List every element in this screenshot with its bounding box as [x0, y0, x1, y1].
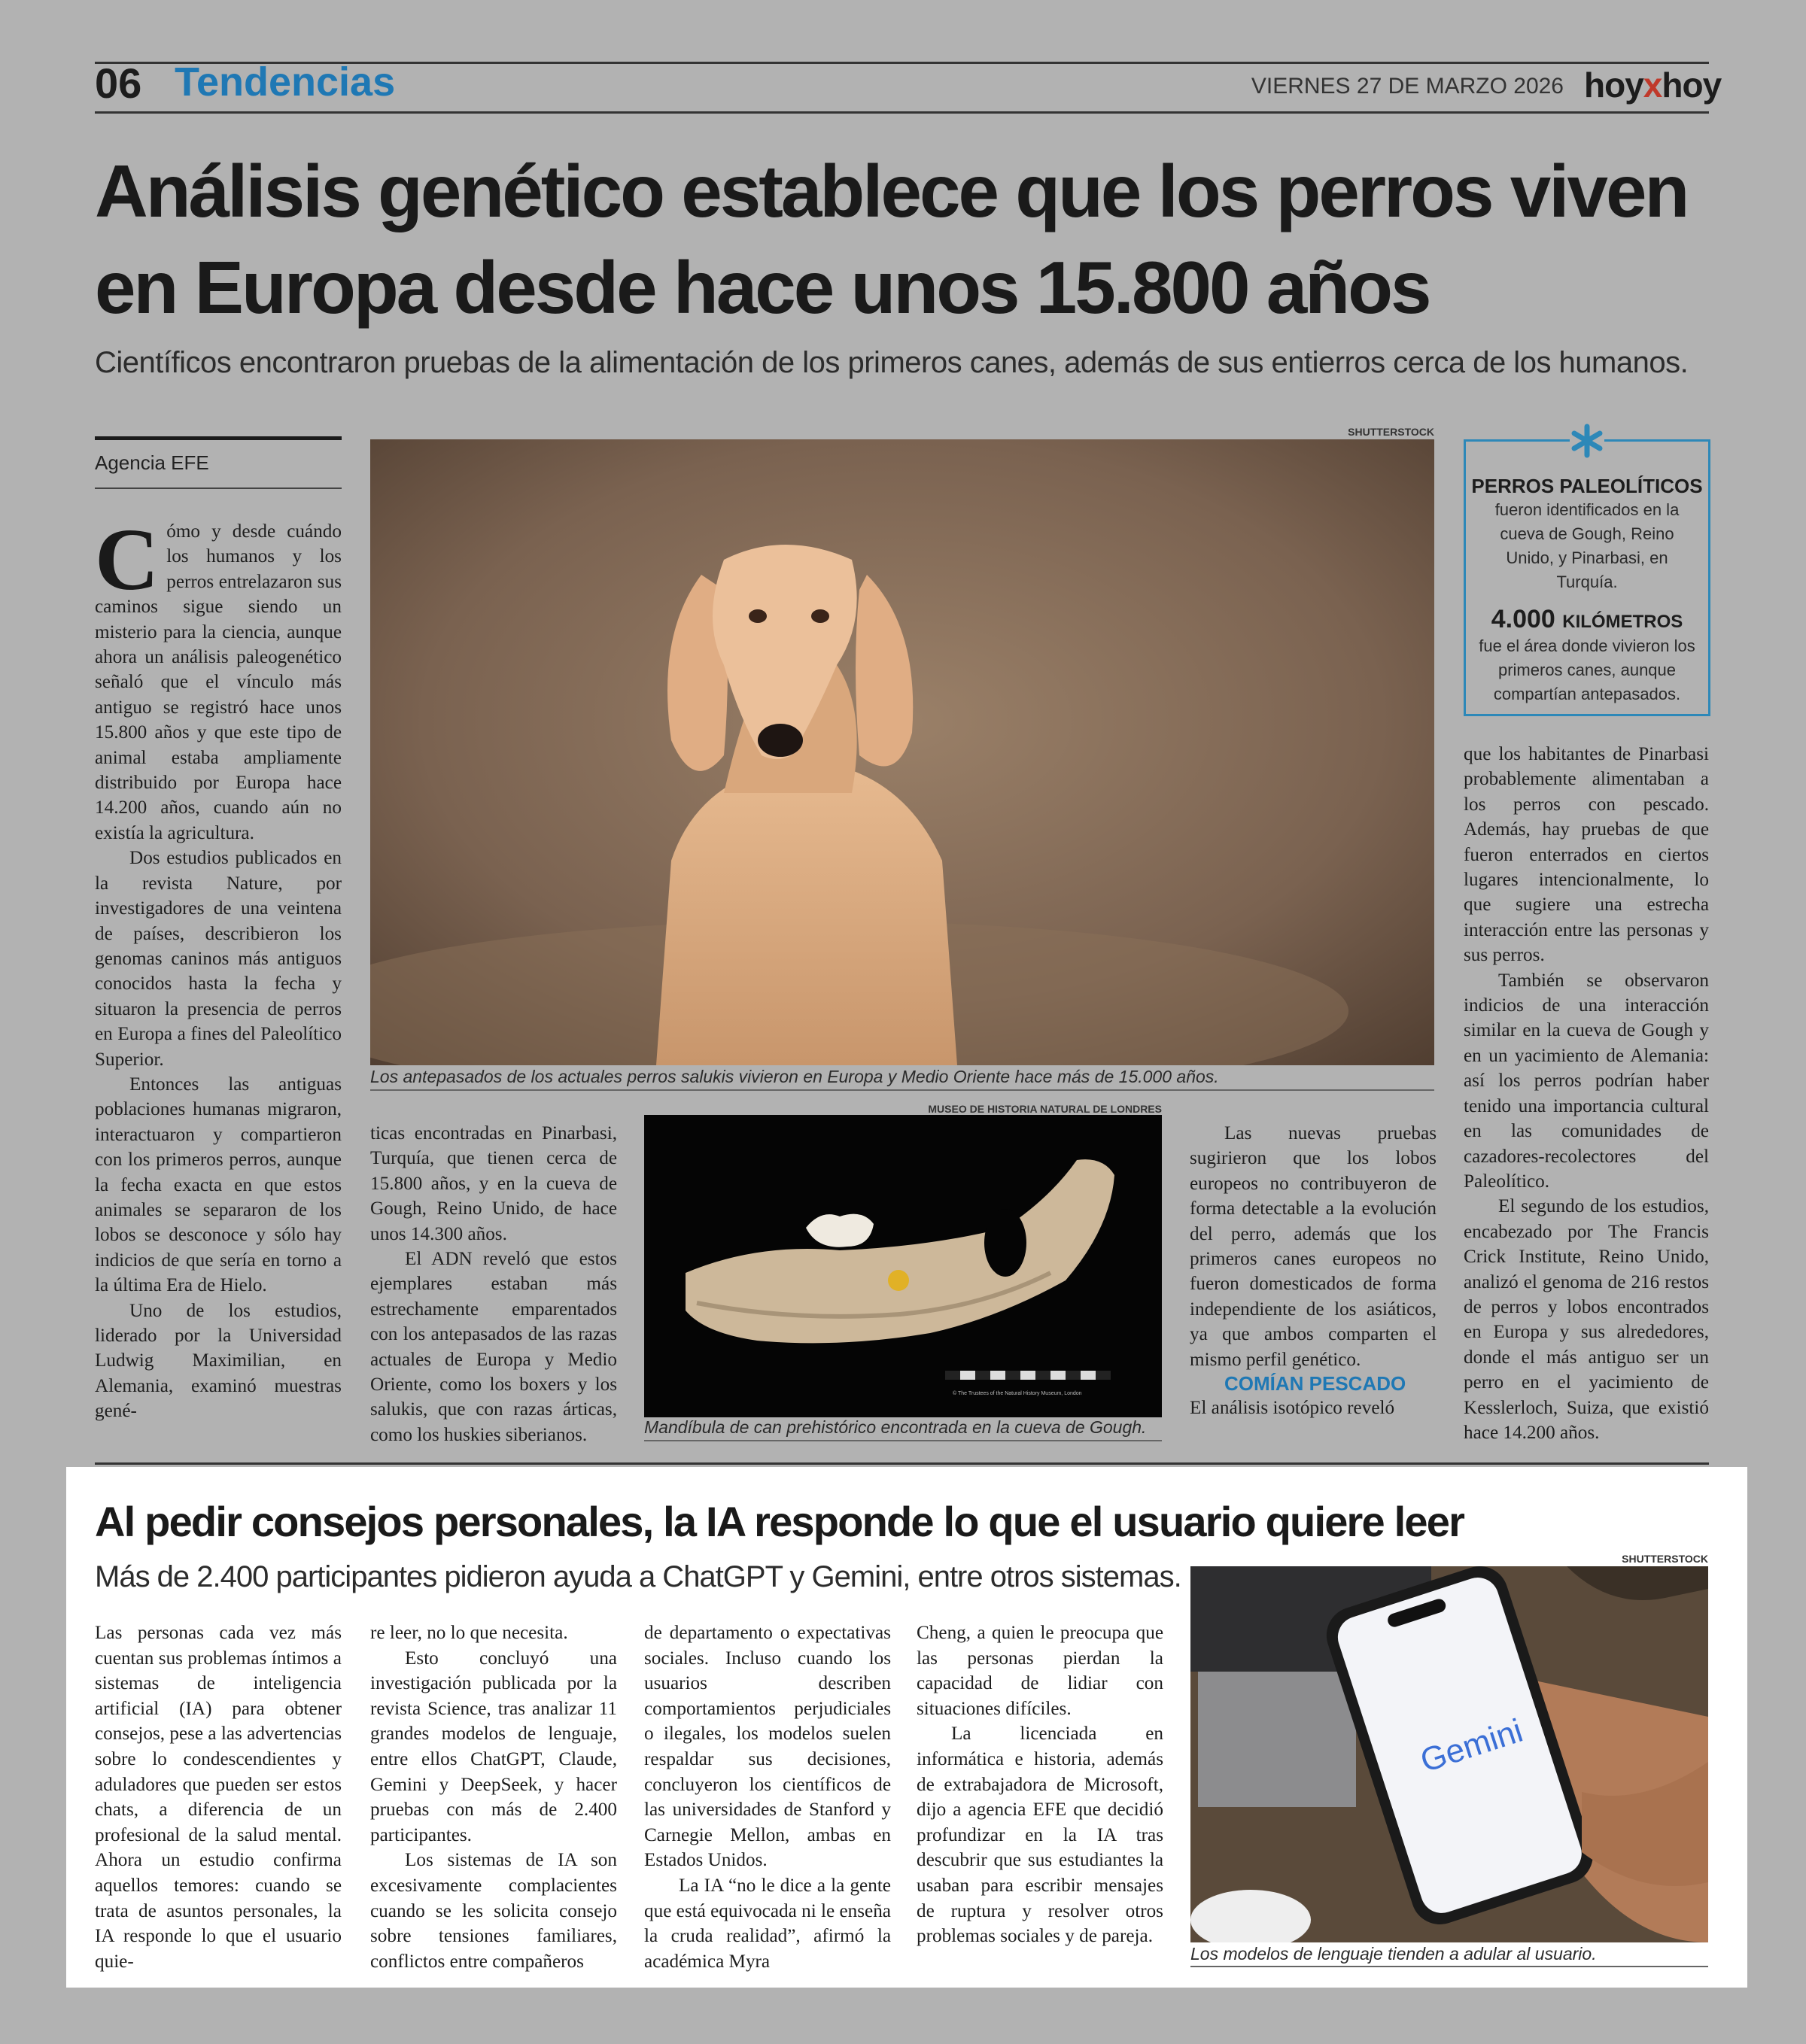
factbox-title: PERROS PALEOLÍTICOS: [1471, 475, 1703, 497]
factbox: [1464, 439, 1710, 716]
factbox-text-2: fue el área donde vivieron los primeros canes, aunque compartían antepasados.: [1479, 636, 1695, 703]
paragraph: Los sistemas de IA son excesivamente complacientes cuando se les solicita consejo sobre tensiones familiares, conflictos entre compañeros: [370, 1850, 617, 1972]
second-headline: Al pedir consejos personales, la IA responde lo que el usuario quiere leer: [95, 1498, 1464, 1545]
paragraph: El segundo de los estudios, encabezado por The Francis Crick Institute, Reino Unido, analizó el genoma de 216 restos de perros y lobos encontrados en Europa y sus alrededores, donde el más antiguo ser un perro en el yacimiento de Kesslerloch, Suiza, que existió hace 14.200 años.: [1464, 1196, 1709, 1443]
second-column-4: [917, 1620, 1163, 1949]
paragraph: El ADN reveló que estos ejemplares estaban más estrechamente emparentados con los antepasados de las razas actuales de Europa y Medio Oriente, como los boxers y los salukis, que con razas árticas, como los huskies siberianos.: [370, 1249, 617, 1445]
paragraph: Entonces las antiguas poblaciones humanas migraron, interactuaron y compartieron con los primeros perros, aunque la fecha exacta en que estos animales se separaron de los lobos se desconoce y sólo hay indicios de que sería en torno a la última Era de Hielo.: [95, 1074, 342, 1296]
paragraph: La licenciada en informática e historia, además de extrabajadora de Microsoft, dijo a agencia EFE que decidió profundizar en la IA tras descubrir que sus estudiantes la usaban para escribir mensajes de ruptura y resolver otros problemas sociales y de pareja.: [917, 1724, 1163, 1947]
issue-date: VIERNES 27 DE MARZO 2026: [1251, 74, 1564, 99]
second-column-3: [644, 1620, 891, 1974]
jaw-image: [644, 1115, 1162, 1417]
paragraph: Las personas cada vez más cuentan sus problemas íntimos a sistemas de inteligencia artificial (IA) para obtener consejos, pese a las advertencias sobre lo condescendientes y aduladores que pueden ser estos chats, a diferencia de un profesional de la salud mental. Ahora un estudio confirma aquellos temores: cuando se trata de asuntos personales, la IA responde lo que el usuario quie-: [95, 1623, 342, 1972]
asterisk-icon: [1570, 424, 1604, 458]
paragraph: Cheng, a quien le preocupa que las personas pierdan la capacidad de lidiar con situaciones difíciles.: [917, 1623, 1163, 1719]
brand-x: x: [1643, 65, 1662, 105]
jaw-caption: Mandíbula de can prehistórico encontrada en la cueva de Gough.: [644, 1417, 1147, 1437]
second-column-1: [95, 1620, 342, 1974]
section-divider: [95, 1462, 1709, 1465]
photo-credit: SHUTTERSTOCK: [1348, 426, 1434, 438]
gemini-logo-text: Gemini: [1415, 1711, 1528, 1780]
main-column-1: [95, 510, 342, 1424]
paragraph: Uno de los estudios, liderado por la Universidad Ludwig Maximilian, en Alemania, examinó muestras gené-: [95, 1300, 342, 1422]
brand-left: hoy: [1584, 65, 1643, 105]
main-column-4: [1464, 742, 1709, 1445]
main-column-3: [1190, 1121, 1437, 1420]
gemini-phone-photo: [1190, 1566, 1708, 1942]
main-headline: Análisis genético establece que los perros viven en Europa desde hace unos 15.800 años: [95, 150, 1688, 329]
paragraph-text: ómo y desde cuándo los humanos y los perros entrelazaron sus caminos sigue siendo un misterio para la ciencia, aunque ahora un análisis paleogenético señaló que el vínculo más antiguo se registró hace unos 15.800 años y que este tipo de animal estaba ampliamente distribuido por Europa hace 14.200 años, cuando aún no existía la agricultura.: [95, 521, 342, 843]
factbox-number-unit: KILÓMETROS: [1562, 612, 1683, 632]
factbox-number-value: 4.000: [1491, 605, 1555, 633]
paragraph: ticas encontradas en Pinarbasi, Turquía, que tienen cerca de 15.800 años, y en la cueva de Gough, Reino Unido, de hace unos 14.300 años.: [370, 1123, 617, 1244]
photo-caption: Los antepasados de los actuales perros salukis vivieron en Europa y Medio Oriente hace más de 15.000 años.: [370, 1067, 1219, 1086]
photo-credit-museum: MUSEO DE HISTORIA NATURAL DE LONDRES: [928, 1103, 1162, 1115]
paragraph: [95, 510, 342, 846]
caption-rule: [370, 1089, 1434, 1091]
phone-caption: Los modelos de lenguaje tienden a adular al usuario.: [1190, 1944, 1597, 1964]
phone-image: [1190, 1566, 1708, 1942]
phone-photo-credit: SHUTTERSTOCK: [1622, 1553, 1708, 1565]
paragraph: Las nuevas pruebas sugirieron que los lobos europeos no contribuyeron de forma detectable a la evolución del perro, además que los primeros canes europeos no fueron domesticados de forma independiente de los asiáticos, ya que ambos comparten el mismo perfil genético.: [1190, 1123, 1437, 1370]
main-column-2: [370, 1121, 617, 1447]
paragraph: La IA “no le dice a la gente que está equivocada ni le enseña la cruda realidad”, afirmó la académica Myra: [644, 1875, 891, 1972]
byline-bottom-rule: [95, 487, 342, 489]
factbox-number: [1466, 605, 1708, 634]
byline-top-rule: [95, 436, 342, 440]
brand-logo: [1584, 65, 1721, 105]
paragraph: re leer, no lo que necesita.: [370, 1623, 568, 1643]
main-deck: Científicos encontraron pruebas de la alimentación de los primeros canes, además de sus entierros cerca de los humanos.: [95, 346, 1689, 379]
paragraph: Esto concluyó una investigación publicada por la revista Science, tras analizar 11 grandes modelos de lenguaje, entre ellos ChatGPT, Claude, Gemini y DeepSeek, y hacer pruebas con más de 2.400 participantes.: [370, 1648, 617, 1845]
second-deck: Más de 2.400 participantes pidieron ayuda a ChatGPT y Gemini, entre otros sistemas.: [95, 1560, 1181, 1593]
museum-copyright: © The Trustees of the Natural History Museum, London: [953, 1391, 1082, 1396]
paragraph: El análisis isotópico reveló: [1190, 1398, 1395, 1419]
saluki-image: [370, 439, 1434, 1065]
byline: Agencia EFE: [95, 451, 209, 474]
paragraph: de departamento o expectativas sociales. Incluso cuando los usuarios describen comportamientos perjudiciales o ilegales, los modelos suelen respaldar sus decisiones, concluyeron los científicos de las universidades de Stanford y Carnegie Mellon, ambas en Estados Unidos.: [644, 1623, 891, 1871]
jaw-photo: [644, 1115, 1162, 1417]
factbox-text-1: fueron identificados en la cueva de Gough, Reino Unido, y Pinarbasi, en Turquía.: [1494, 500, 1680, 591]
paragraph: También se observaron indicios de una interacción similar en la cueva de Gough y en un yacimiento de Alemania: así los perros podrían haber tenido una importancia cultural en las comunidades de cazadores-recolectores del Paleolítico.: [1464, 970, 1709, 1192]
page-number: 06: [95, 59, 142, 107]
second-column-2: [370, 1620, 617, 1974]
section-title: Tendencias: [175, 59, 396, 105]
phone-caption-rule: [1190, 1966, 1708, 1967]
paragraph: Dos estudios publicados en la revista Nature, por investigadores de una veintena de países, describieron los genomas caninos más antiguos conocidos hasta la fecha y situaron la presencia de perros en Europa a fines del Paleolítico Superior.: [95, 848, 342, 1070]
brand-right: hoy: [1662, 65, 1722, 105]
paragraph: que los habitantes de Pinarbasi probablemente alimentaban a los perros con pescado. Además, hay pruebas de que fueron enterrados en ciertos lugares intencionalmente, lo que sugiere una estrecha interacción entre las personas y sus perros.: [1464, 744, 1709, 966]
header-rule: [95, 111, 1709, 114]
jaw-caption-rule: [644, 1440, 1162, 1441]
subheading: COMÍAN PESCADO: [1224, 1372, 1406, 1396]
saluki-photo: [370, 439, 1434, 1065]
drop-cap: C: [95, 510, 160, 609]
